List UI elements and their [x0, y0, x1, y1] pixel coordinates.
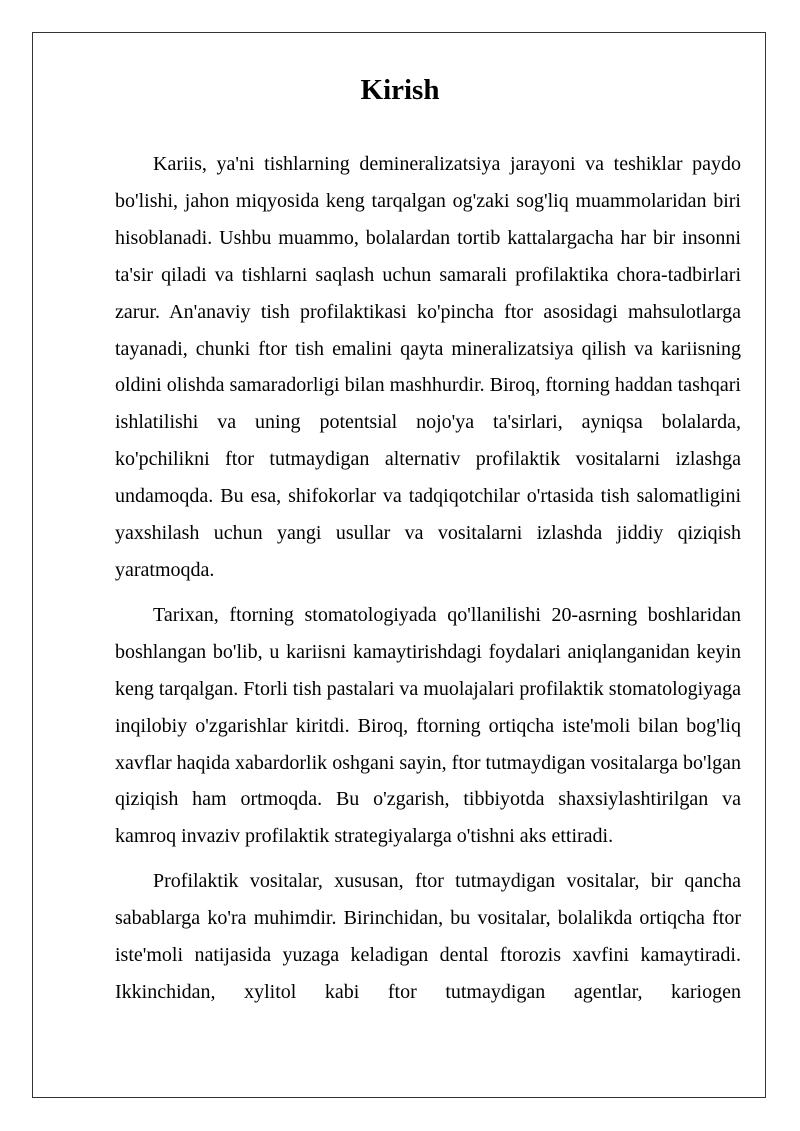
paragraph-3: Profilaktik vositalar, xususan, ftor tutmaydigan vositalar, bir qancha sabablarga ko'ra muhimdir. Birinchidan, bu vositalar, bolalikda ortiqcha ftor iste'moli natijasida yuzaga keladigan dental ftorozis xavfini kamaytiradi. Ikkinchidan, xylitol kabi ftor tutmaydigan agentlar, kariogen	[115, 870, 741, 1003]
document-body	[115, 146, 741, 1019]
paragraph-1: Kariis, ya'ni tishlarning demineralizatsiya jarayoni va teshiklar paydo bo'lishi, jahon miqyosida keng tarqalgan og'zaki sog'liq muammolaridan biri hisoblanadi. Ushbu muammo, bolalardan tortib kattalargacha har bir insonni ta'sir qiladi va tishlarni saqlash uchun samarali profilaktika chora-tadbirlari zarur. An'anaviy tish profilaktikasi ko'pincha ftor asosidagi mahsulotlarga tayanadi, chunki ftor tish emalini qayta mineralizatsiya qilish va kariisning oldini olishda samaradorligi bilan mashhurdir. Biroq, ftorning haddan tashqari ishlatilishi va uning potentsial nojo'ya ta'sirlari, ayniqsa bolalarda, ko'pchilikni ftor tutmaydigan alternativ profilaktik vositalarni izlashga undamoqda. Bu esa, shifokorlar va tadqiqotchilar o'rtasida tish salomatligini yaxshilash uchun yangi usullar va vositalarni izlashda jiddiy qiziqish yaratmoqda.	[115, 153, 741, 581]
page-title: Kirish	[360, 74, 440, 106]
paragraph-2: Tarixan, ftorning stomatologiyada qo'llanilishi 20-asrning boshlaridan boshlangan bo'lib, u kariisni kamaytirishdagi foydalari aniqlanganidan keyin keng tarqalgan. Ftorli tish pastalari va muolajalari profilaktik stomatologiyaga inqilobiy o'zgarishlar kiritdi. Biroq, ftorning ortiqcha iste'moli bilan bog'liq xavflar haqida xabardorlik oshgani sayin, ftor tutmaydigan vositalarga bo'lgan qiziqish ham ortmoqda. Bu o'zgarish, tibbiyotda shaxsiylashtirilgan va kamroq invaziv profilaktik strategiyalarga o'tishni aks ettiradi.	[115, 603, 741, 848]
